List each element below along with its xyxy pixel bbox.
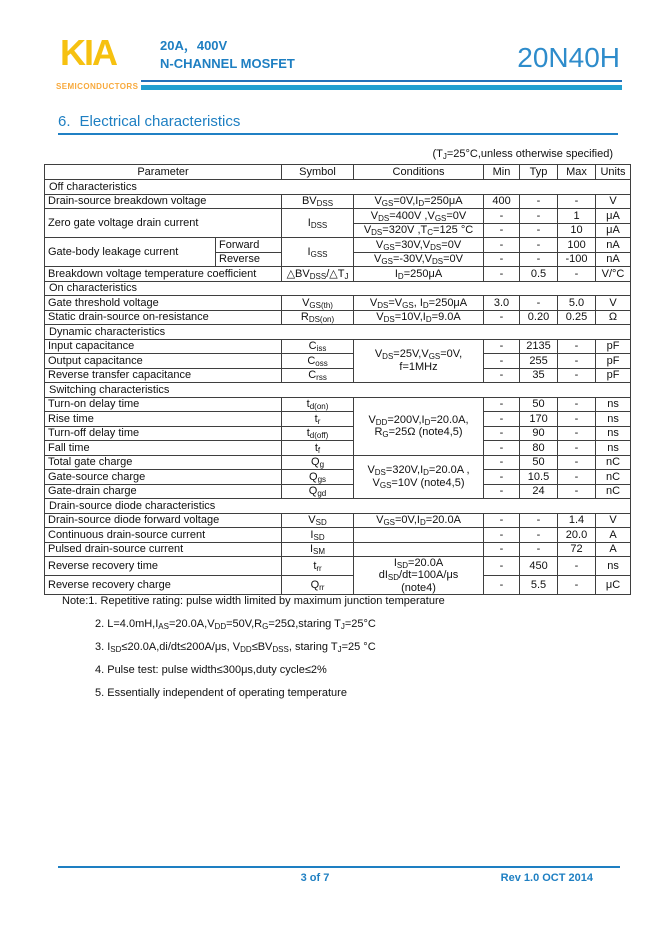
- column-header: Conditions: [354, 165, 484, 180]
- table-cell: $V_{DS}=400V$ $,V_{GS}=0V$: [354, 209, 484, 224]
- table-cell: μA: [596, 223, 631, 238]
- section-label-cell: Drain-source diode characteristics: [45, 499, 631, 514]
- table-cell: 100: [558, 238, 596, 253]
- section-number: 6.: [58, 113, 71, 130]
- table-cell: Gate-body leakage current: [45, 238, 216, 267]
- table-cell: $V_{DD}=200V,I_D=20.0A$, $R_G=25\Omega$ (note4,5): [354, 397, 484, 455]
- part-number: 20N40H: [517, 42, 620, 73]
- table-cell: Forward: [216, 238, 282, 253]
- table-cell: -: [484, 455, 520, 470]
- table-cell: Pulsed drain-source current: [45, 542, 282, 557]
- table-cell: -: [520, 542, 558, 557]
- table-cell: -100: [558, 252, 596, 267]
- table-cell: nC: [596, 470, 631, 485]
- table-cell: -: [558, 194, 596, 209]
- table-cell: -: [484, 223, 520, 238]
- table-cell: Zero gate voltage drain current: [45, 209, 282, 238]
- table-cell: -: [484, 575, 520, 594]
- table-cell: -: [558, 267, 596, 282]
- table-cell: 90: [520, 426, 558, 441]
- table-section-row: [45, 180, 631, 195]
- note-line: 3. $I_{SD}\le 20.0A,di/dt\le 200A/\mu s$, $V_{DD}\le BV_{DSS}$, staring $T_J=25$ °C: [95, 641, 376, 654]
- table-cell: $C_{rss}$: [282, 368, 354, 383]
- table-row: [45, 209, 631, 224]
- table-cell: Reverse recovery time: [45, 557, 282, 576]
- table-cell: Gate-drain charge: [45, 484, 282, 499]
- table-cell: -: [484, 528, 520, 543]
- table-cell: 5.0: [558, 296, 596, 311]
- table-cell: $t_{rr}$: [282, 557, 354, 576]
- page-number: 3 of 7: [300, 872, 330, 884]
- kia-logo: KIA: [60, 32, 116, 73]
- table-section-row: [45, 325, 631, 340]
- table-cell: $V_{DS}=320V,I_D=20.0A$ , $V_{GS}=10V$ (note4,5): [354, 455, 484, 499]
- table-section-row: [45, 281, 631, 296]
- table-cell: 1.4: [558, 513, 596, 528]
- table-cell: Turn-off delay time: [45, 426, 282, 441]
- table-cell: Drain-source breakdown voltage: [45, 194, 282, 209]
- table-cell: 24: [520, 484, 558, 499]
- table-cell: 72: [558, 542, 596, 557]
- table-row: [45, 412, 631, 427]
- table-cell: pF: [596, 339, 631, 354]
- table-cell: 10: [558, 223, 596, 238]
- table-cell: 80: [520, 441, 558, 456]
- table-row: [45, 426, 631, 441]
- table-cell: $t_{d(on)}$: [282, 397, 354, 412]
- table-header-row: [45, 165, 631, 180]
- column-header: Min: [484, 165, 520, 180]
- table-cell: $I_{DSS}$: [282, 209, 354, 238]
- table-cell: -: [520, 528, 558, 543]
- table-cell: Reverse recovery charge: [45, 575, 282, 594]
- table-row: [45, 368, 631, 383]
- column-header: Symbol: [282, 165, 354, 180]
- table-cell: $V_{GS}=0V,I_D=20.0A$: [354, 513, 484, 528]
- table-cell: -: [558, 484, 596, 499]
- note-line: 2. $L=4.0mH,I_{AS}=20.0A,V_{DD}=50V,R_G=25\Omega,staring$ $T_J=25^\circ C$: [95, 618, 376, 631]
- table-cell: $\triangle BV_{DSS}/\triangle T_J$: [282, 267, 354, 282]
- table-cell: Reverse transfer capacitance: [45, 368, 282, 383]
- table-cell: -: [484, 354, 520, 369]
- table-row: [45, 339, 631, 354]
- table-cell: -: [520, 223, 558, 238]
- table-cell: $V_{GS}=-30V,V_{DS}=0V$: [354, 252, 484, 267]
- table-cell: -: [558, 339, 596, 354]
- table-cell: -: [558, 575, 596, 594]
- table-cell: Total gate charge: [45, 455, 282, 470]
- table-cell: -: [558, 368, 596, 383]
- section-label-cell: Switching characteristics: [45, 383, 631, 398]
- product-type: N-CHANNEL MOSFET: [160, 56, 295, 71]
- table-cell: 170: [520, 412, 558, 427]
- table-row: [45, 441, 631, 456]
- table-cell: ns: [596, 441, 631, 456]
- column-header: Parameter: [45, 165, 282, 180]
- table-cell: 2135: [520, 339, 558, 354]
- table-cell: nC: [596, 484, 631, 499]
- table-cell: $I_{GSS}$: [282, 238, 354, 267]
- note-line: 4. Pulse test: pulse width≤300μs,duty cycle≤2%: [95, 664, 327, 676]
- table-row: [45, 455, 631, 470]
- table-cell: -: [520, 252, 558, 267]
- table-row: [45, 238, 631, 253]
- table-cell: Output capacitance: [45, 354, 282, 369]
- table-cell: ns: [596, 426, 631, 441]
- table-cell: A: [596, 542, 631, 557]
- table-cell: -: [558, 354, 596, 369]
- table-cell: Reverse: [216, 252, 282, 267]
- table-cell: Static drain-source on-resistance: [45, 310, 282, 325]
- table-cell: nC: [596, 455, 631, 470]
- table-cell: Rise time: [45, 412, 282, 427]
- section-label-cell: On characteristics: [45, 281, 631, 296]
- note-line: 5. Essentially independent of operating temperature: [95, 687, 347, 699]
- notes-block: [62, 595, 445, 710]
- table-cell: -: [484, 513, 520, 528]
- section-title-text: Electrical characteristics: [79, 113, 241, 130]
- table-row: [45, 557, 631, 576]
- table-row: [45, 528, 631, 543]
- table-cell: $V_{SD}$: [282, 513, 354, 528]
- table-cell: -: [484, 426, 520, 441]
- table-cell: -: [484, 310, 520, 325]
- table-cell: 3.0: [484, 296, 520, 311]
- table-cell: Input capacitance: [45, 339, 282, 354]
- table-cell: 5.5: [520, 575, 558, 594]
- table-cell: μA: [596, 209, 631, 224]
- table-cell: -: [484, 238, 520, 253]
- table-cell: Ω: [596, 310, 631, 325]
- table-cell: -: [558, 426, 596, 441]
- table-cell: $C_{oss}$: [282, 354, 354, 369]
- table-cell: -: [520, 194, 558, 209]
- table-row: [45, 484, 631, 499]
- table-cell: -: [558, 455, 596, 470]
- table-cell: -: [520, 513, 558, 528]
- table-cell: -: [520, 296, 558, 311]
- table-cell: $V_{DS}=10V,I_D=9.0A$: [354, 310, 484, 325]
- table-cell: $V_{DS}=V_{GS}$, $I_D=250\mu A$: [354, 296, 484, 311]
- table-row: [45, 575, 631, 594]
- table-section-row: [45, 499, 631, 514]
- table-cell: -: [484, 470, 520, 485]
- footer-rule: [58, 866, 620, 868]
- column-header: Typ: [520, 165, 558, 180]
- table-cell: ns: [596, 412, 631, 427]
- table-cell: $Q_g$: [282, 455, 354, 470]
- revision: Rev 1.0 OCT 2014: [500, 872, 593, 884]
- table-cell: -: [484, 368, 520, 383]
- table-cell: -: [558, 397, 596, 412]
- column-header: Max: [558, 165, 596, 180]
- table-cell: $BV_{DSS}$: [282, 194, 354, 209]
- table-cell: 50: [520, 397, 558, 412]
- table-cell: 50: [520, 455, 558, 470]
- table-row: [45, 296, 631, 311]
- table-cell: $t_{d(off)}$: [282, 426, 354, 441]
- table-cell: -: [484, 441, 520, 456]
- table-cell: pF: [596, 354, 631, 369]
- table-cell: -: [558, 412, 596, 427]
- table-cell: $Q_{gs}$: [282, 470, 354, 485]
- section-label-cell: Off characteristics: [45, 180, 631, 195]
- table-cell: μC: [596, 575, 631, 594]
- table-cell: -: [520, 209, 558, 224]
- table-row: [45, 267, 631, 282]
- table-cell: $t_r$: [282, 412, 354, 427]
- table-cell: [354, 542, 484, 557]
- section-title: [58, 113, 618, 135]
- column-header: Units: [596, 165, 631, 180]
- table-cell: $V_{GS}=0V,I_D=250\mu A$: [354, 194, 484, 209]
- table-cell: -: [558, 470, 596, 485]
- table-section-row: [45, 383, 631, 398]
- table-row: [45, 397, 631, 412]
- table-cell: 400: [484, 194, 520, 209]
- table-row: [45, 542, 631, 557]
- header-rule-thick: [141, 85, 622, 90]
- table-cell: 0.5: [520, 267, 558, 282]
- table-cell: V: [596, 194, 631, 209]
- table-cell: $V_{DS}=25V,V_{GS}=0V$, f=1MHz: [354, 339, 484, 383]
- table-cell: Gate threshold voltage: [45, 296, 282, 311]
- table-condition-note: ($T_J=25^\circ C,unless$ otherwise specified): [432, 148, 613, 161]
- table-cell: V: [596, 296, 631, 311]
- table-cell: [354, 528, 484, 543]
- table-cell: Turn-on delay time: [45, 397, 282, 412]
- table-cell: -: [484, 542, 520, 557]
- table-cell: $V_{GS(th)}$: [282, 296, 354, 311]
- table-row: [45, 354, 631, 369]
- header-rule-thin: [141, 80, 622, 82]
- product-description: [160, 37, 295, 73]
- table-cell: $t_f$: [282, 441, 354, 456]
- table-cell: $I_{SM}$: [282, 542, 354, 557]
- table-cell: -: [484, 412, 520, 427]
- table-cell: 450: [520, 557, 558, 576]
- table-row: [45, 513, 631, 528]
- table-cell: $Q_{rr}$: [282, 575, 354, 594]
- table-cell: V/°C: [596, 267, 631, 282]
- table-cell: -: [484, 557, 520, 576]
- table-cell: 10.5: [520, 470, 558, 485]
- table-cell: $V_{DS}=320V$ $,T_C=125$ °C: [354, 223, 484, 238]
- table-cell: $C_{iss}$: [282, 339, 354, 354]
- table-cell: $I_D=250\mu A$: [354, 267, 484, 282]
- table-cell: -: [484, 209, 520, 224]
- table-cell: $R_{DS(on)}$: [282, 310, 354, 325]
- table-row: [45, 310, 631, 325]
- table-cell: -: [484, 267, 520, 282]
- electrical-characteristics-table: [44, 164, 631, 595]
- table-cell: 20.0: [558, 528, 596, 543]
- table-cell: 0.20: [520, 310, 558, 325]
- table-cell: ns: [596, 397, 631, 412]
- product-rating: 20A，400V: [160, 38, 228, 53]
- table-cell: -: [558, 557, 596, 576]
- table-cell: A: [596, 528, 631, 543]
- table-cell: $V_{GS}=30V,V_{DS}=0V$: [354, 238, 484, 253]
- note-line: Note:1. Repetitive rating: pulse width limited by maximum junction temperature: [62, 595, 445, 607]
- table-cell: $Q_{gd}$: [282, 484, 354, 499]
- table-cell: pF: [596, 368, 631, 383]
- table-row: [45, 470, 631, 485]
- section-label-cell: Dynamic characteristics: [45, 325, 631, 340]
- table-cell: 0.25: [558, 310, 596, 325]
- table-cell: 35: [520, 368, 558, 383]
- table-cell: nA: [596, 252, 631, 267]
- table-cell: V: [596, 513, 631, 528]
- table-cell: -: [558, 441, 596, 456]
- table-cell: -: [484, 252, 520, 267]
- logo-subtext: SEMICONDUCTORS: [56, 82, 139, 91]
- table-cell: nA: [596, 238, 631, 253]
- table-cell: -: [484, 397, 520, 412]
- table-cell: Continuous drain-source current: [45, 528, 282, 543]
- table-cell: Breakdown voltage temperature coefficient: [45, 267, 282, 282]
- table-cell: Gate-source charge: [45, 470, 282, 485]
- table-cell: $I_{SD}$: [282, 528, 354, 543]
- table-row: [45, 194, 631, 209]
- table-cell: $I_{SD}=20.0A$ $dI_{SD}/dt=100A/\mu s$ (note4): [354, 557, 484, 595]
- table-cell: Fall time: [45, 441, 282, 456]
- table-cell: -: [484, 484, 520, 499]
- table-cell: Drain-source diode forward voltage: [45, 513, 282, 528]
- table-cell: 255: [520, 354, 558, 369]
- table-cell: 1: [558, 209, 596, 224]
- table-cell: -: [484, 339, 520, 354]
- table-cell: ns: [596, 557, 631, 576]
- table-cell: -: [520, 238, 558, 253]
